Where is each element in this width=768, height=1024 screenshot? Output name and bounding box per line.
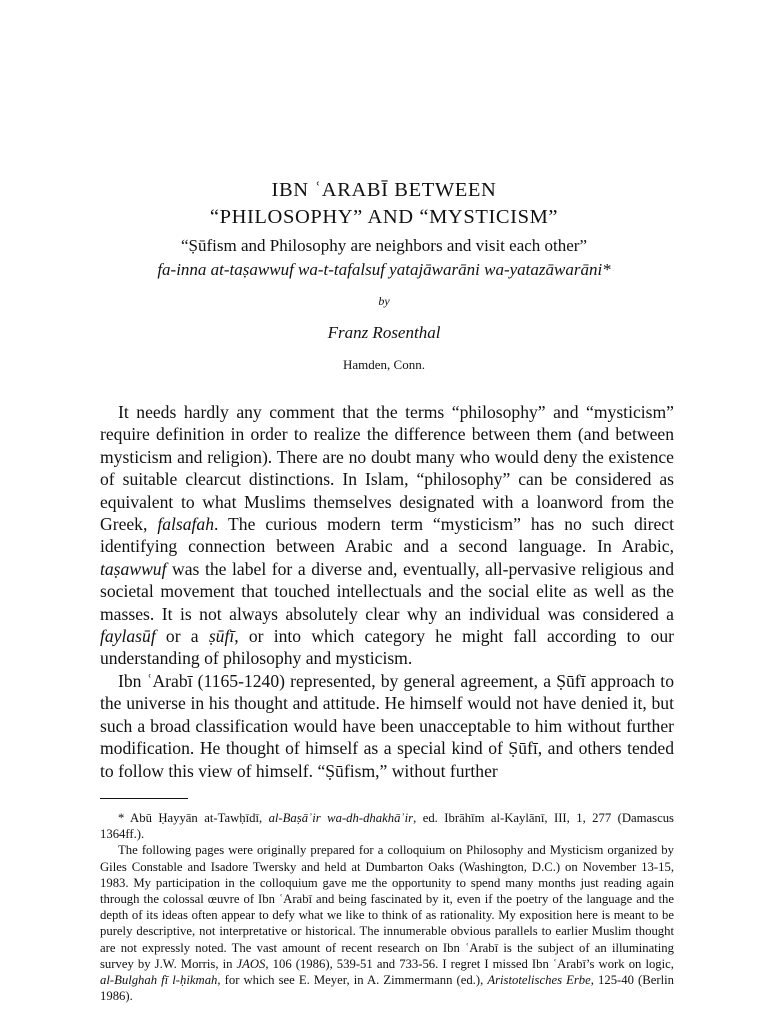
p1-text-b: . The curious modern term “mysticism” has no such direct identifying connection between Arabic and a second language. In Arabic, — [100, 514, 674, 557]
footnotes — [100, 810, 674, 1004]
fn2-journal-title: JAOS — [236, 956, 266, 971]
body-paragraph-1 — [100, 401, 674, 670]
term-faylasuf: faylasūf — [100, 626, 156, 647]
p1-text-d: or a — [155, 626, 209, 647]
fn1-text-a: * Abū Ḥayyān at-Tawḥīdī, — [118, 811, 269, 825]
p1-text-c: was the label for a diverse and, eventually, all-pervasive religious and societal movement that touched intellectuals and the social elite as well as the masses. It is not always absolutely clear why an individual was considered a — [100, 558, 674, 624]
footnote-2 — [100, 842, 674, 1004]
body-paragraph-2: Ibn ʿArabī (1165-1240) represented, by general agreement, a Ṣūfī approach to the universe in his thought and attitude. He himself would not have denied it, but such a broad classification would have been unacceptable to him without further modification. He thought of himself as a special kind of Ṣūfī, and others tended to follow this view of himself. “Ṣūfism,” without further — [100, 670, 674, 781]
author-affiliation: Hamden, Conn. — [343, 357, 425, 372]
fn2-book-title: Aristotelisches Erbe — [487, 973, 591, 988]
fn2-text-d: , 125-40 (Berlin 1986). — [100, 973, 674, 1004]
fn1-text-b: , ed. Ibrāhīm al-Kaylānī, III, 1, 277 (Damascus 1364ff.). — [100, 811, 674, 842]
title-line-1: IBN ʿARABĪ BETWEEN — [271, 179, 497, 201]
p1-text-e: , or into which category he might fall according to our understanding of philosophy and mysticism. — [100, 626, 674, 669]
fn2-text-c: , for which see E. Meyer, in A. Zimmermann (ed.), — [217, 973, 488, 988]
term-sufi: ṣūfī — [208, 626, 235, 647]
body-text — [100, 401, 674, 782]
epigraph-english: “Ṣūfism and Philosophy are neighbors and visit each other” — [180, 236, 588, 255]
fn2-text-a: The following pages were originally prepared for a colloquium on Philosophy and Mysticism organized by Giles Constable and Isadore Twersky and held at Dumbarton Oaks (Washington, D.C.) on November 13-15, 1983. My participation in the colloquium gave me the opportunity to spend many months just reading again through the colossal œuvre of Ibn ʿArabī and being fascinated by it, even if the poetry of the language and the depth of its ideas often appear to defy what we like to think of as rationality. My exposition here is meant to be purely descriptive, not interpretative or historical. The innumerable obvious parallels to earlier Muslim thought are not expressly noted. The vast amount of recent research on Ibn ʿArabī is the subject of an illuminating survey by J.W. Morris, in — [100, 843, 674, 971]
p1-text-a: It needs hardly any comment that the terms “philosophy” and “mysticism” require definition in order to realize the difference between them (and between mysticism and religion). There are no doubt many who would deny the existence of suitable clearcut distinctions. In Islam, “philosophy” can be considered as equivalent to what Muslims themselves designated with a loanword from the Greek, — [100, 402, 674, 535]
footnote-1 — [100, 810, 674, 842]
fn2-text-b: , 106 (1986), 539-51 and 733-56. I regret I missed Ibn ʿArabī’s work on logic, — [265, 956, 674, 971]
title-line-2: “PHILOSOPHY” AND “MYSTICISM” — [209, 206, 559, 228]
author-name: Franz Rosenthal — [327, 323, 441, 342]
byline-by: by — [378, 294, 390, 308]
footnote-rule — [100, 798, 188, 799]
term-tasawwuf: taṣawwuf — [100, 558, 167, 579]
fn2-work-title: al-Bulghah fī l-ḥikmah — [100, 973, 218, 988]
fn1-work-title: al-Baṣāʾir wa-dh-dhakhāʾir — [268, 811, 414, 825]
term-falsafah: falsafah — [157, 514, 215, 535]
epigraph-arabic-transliteration: fa-inna at-taṣawwuf wa-t-tafalsuf yatajāwarāni wa-yatazāwarāni* — [157, 260, 611, 279]
